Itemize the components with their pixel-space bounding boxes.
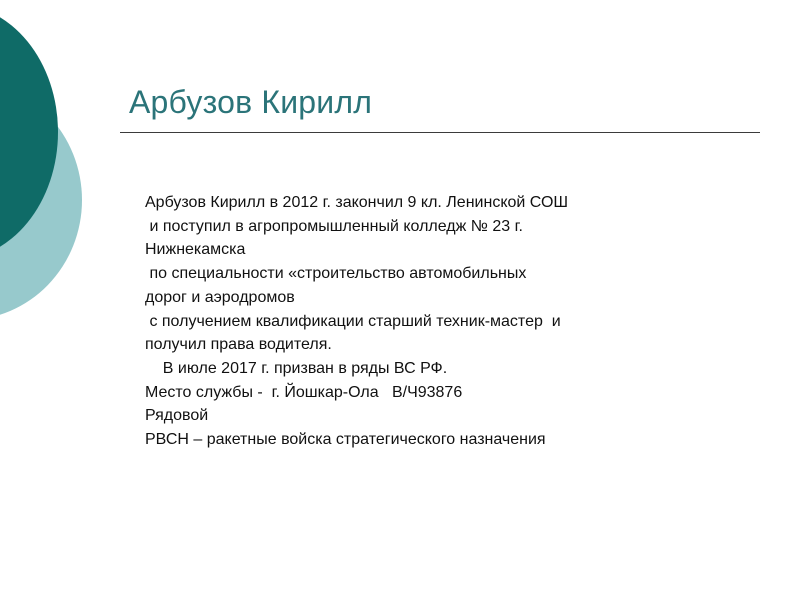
title-divider: [120, 132, 760, 133]
body-line: получил права водителя.: [145, 336, 332, 354]
body-line: РВСН – ракетные войска стратегического назначения: [145, 431, 546, 449]
body-line: и поступил в агропромышленный колледж № 23 г.: [145, 217, 523, 235]
body-line: дорог и аэродромов: [145, 288, 295, 306]
body-line: с получением квалификации старший техник-мастер и: [145, 312, 561, 330]
body-line: Нижнекамска: [145, 241, 246, 259]
body-line: Место службы - г. Йошкар-Ола В/Ч93876: [145, 383, 463, 401]
slide-title: Арбузов Кирилл: [129, 84, 373, 120]
slide-body: [145, 191, 735, 452]
body-line: В июле 2017 г. призван в ряды ВС РФ.: [145, 359, 448, 377]
body-line: по специальности «строительство автомобильных: [145, 265, 527, 283]
body-line: Арбузов Кирилл в 2012 г. закончил 9 кл. Ленинской СОШ: [145, 194, 569, 211]
body-line: Рядовой: [145, 407, 209, 425]
